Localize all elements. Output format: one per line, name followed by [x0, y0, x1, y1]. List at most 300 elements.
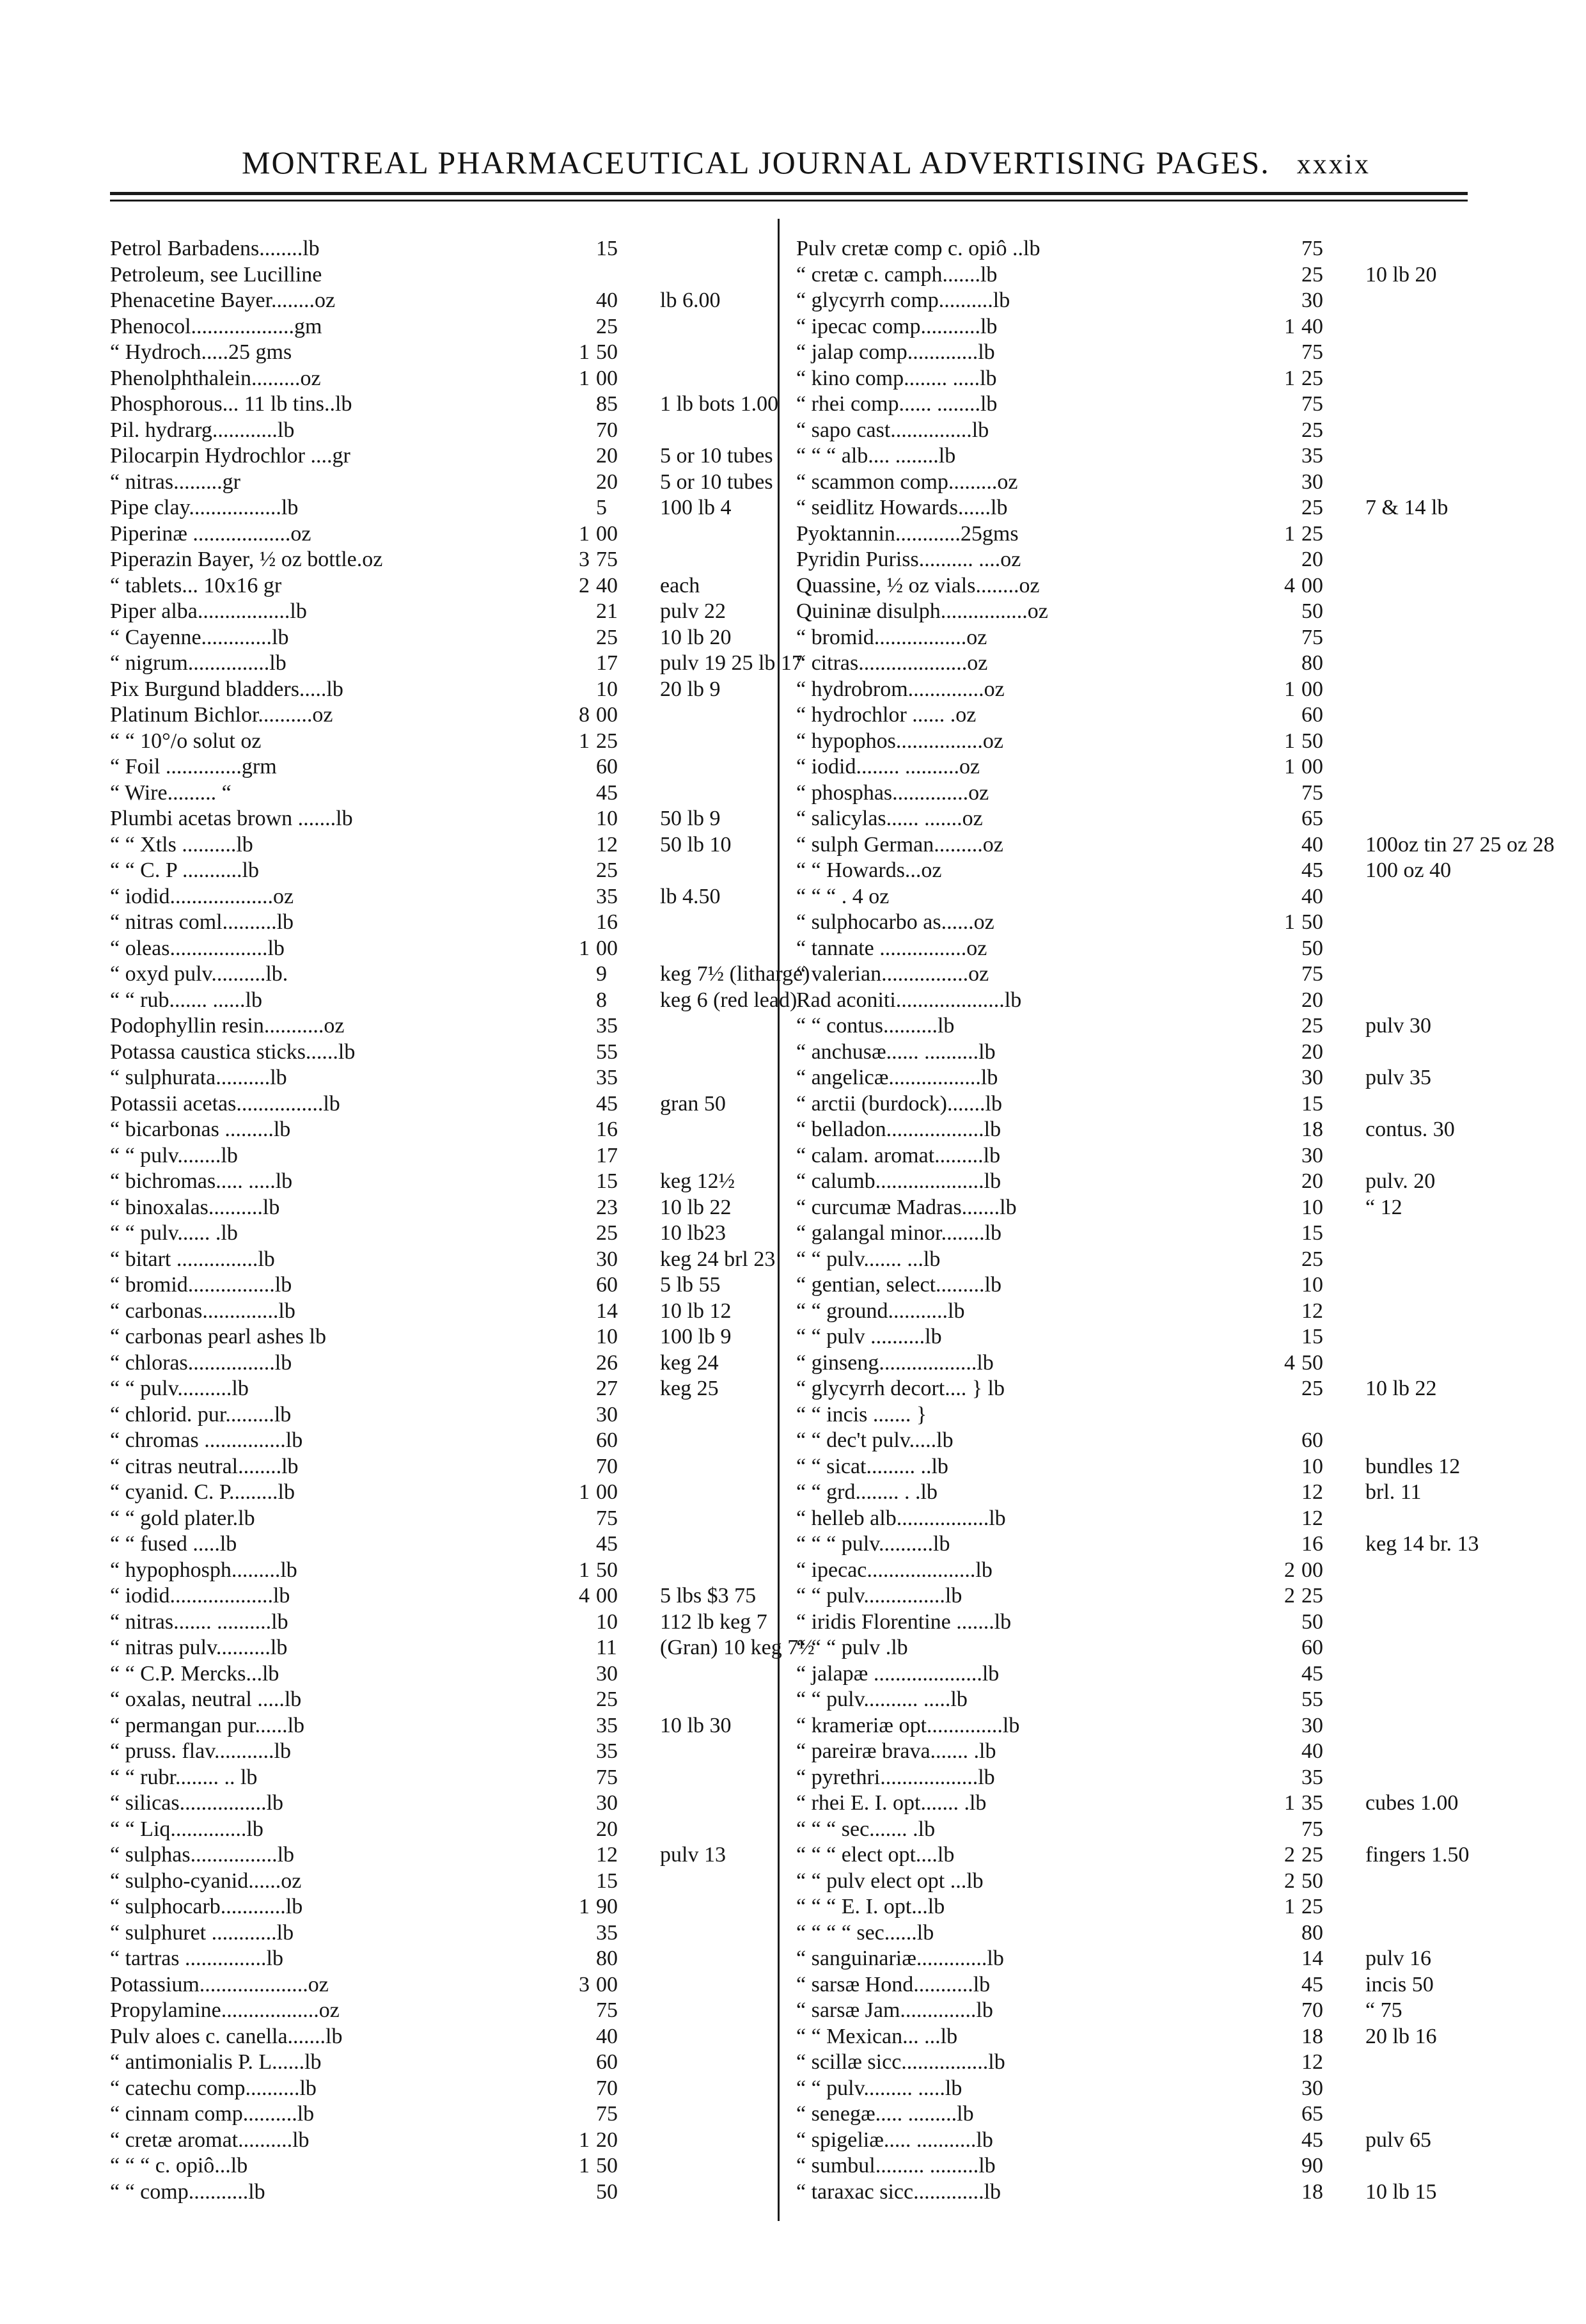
item-name: “ ginseng..................lb — [796, 1350, 994, 1375]
price-list-row — [110, 1091, 769, 1118]
price-list-row — [796, 573, 1512, 599]
price-note: 5 or 10 tubes — [660, 444, 773, 468]
price-cents: 85 — [596, 392, 618, 416]
price-list-row — [110, 936, 769, 962]
price-cents: 45 — [596, 1532, 618, 1556]
price-list-row — [110, 573, 769, 599]
price-dollars: 3 — [579, 548, 590, 571]
item-name: “ hydrobrom..............oz — [796, 677, 1005, 701]
price-dollars: 3 — [579, 1972, 590, 1996]
item-name: “ helleb alb.................lb — [796, 1506, 1006, 1530]
price-cents: 20 — [596, 2128, 618, 2152]
item-name: “ iodid...................oz — [110, 884, 294, 908]
item-name: “ tablets... 10x16 gr — [110, 573, 282, 597]
price-dollars: 2 — [1284, 1843, 1295, 1867]
price-cents: 8 — [596, 988, 607, 1012]
item-name: “ cinnam comp..........lb — [110, 2102, 315, 2126]
item-name: “ curcumæ Madras.......lb — [796, 1195, 1017, 1219]
price-list-row — [796, 2153, 1512, 2179]
price-list-row — [796, 547, 1512, 573]
item-name: “ “ Xtls ..........lb — [110, 832, 253, 857]
item-name: Petroleum, see Lucilline — [110, 262, 322, 287]
item-name: “ “ “ E. I. opt...lb — [796, 1895, 945, 1918]
item-name: “ “ pulv...... .lb — [110, 1221, 238, 1245]
item-name: “ “ 10°/o solut oz — [110, 729, 262, 753]
price-list-row — [796, 2050, 1512, 2076]
price-note: keg 14 br. 13 — [1365, 1532, 1479, 1556]
item-name: “ oxyd pulv..........lb. — [110, 962, 288, 986]
price-dollars: 1 — [1284, 366, 1295, 390]
price-note: 7 & 14 lb — [1365, 496, 1449, 519]
price-cents: 20 — [596, 444, 618, 468]
price-list-row — [110, 1350, 769, 1377]
item-name: “ “ pulv....... ...lb — [796, 1247, 941, 1271]
price-cents: 75 — [596, 548, 618, 571]
price-note: 10 lb 20 — [1365, 262, 1437, 287]
item-name: Pil. hydrarg............lb — [110, 418, 295, 442]
price-cents: 45 — [1301, 1972, 1323, 1996]
price-list-row — [796, 2076, 1512, 2102]
price-dollars: 1 — [579, 340, 590, 364]
price-dollars: 1 — [1284, 677, 1295, 701]
price-note: keg 6 (red lead) — [660, 988, 797, 1012]
price-list-row — [796, 1506, 1512, 1532]
price-list-row — [796, 1454, 1512, 1480]
item-name: “ “ pulv elect opt ...lb — [796, 1869, 984, 1893]
price-cents: 45 — [596, 1091, 618, 1116]
item-name: “ cretæ aromat..........lb — [110, 2128, 310, 2152]
price-cents: 75 — [1301, 625, 1323, 649]
item-name: “ calumb....................lb — [796, 1169, 1001, 1193]
item-name: “ “ incis ....... } — [796, 1402, 927, 1427]
price-note: “ 12 — [1365, 1195, 1402, 1219]
item-name: “ angelicæ.................lb — [796, 1066, 998, 1089]
item-name: “ “ fused .....lb — [110, 1532, 237, 1556]
price-cents: 14 — [596, 1299, 618, 1323]
price-cents: 00 — [596, 366, 618, 390]
item-name: “ pyrethri..................lb — [796, 1765, 995, 1789]
item-name: “ iodid...................lb — [110, 1584, 290, 1608]
item-name: Platinum Bichlor..........oz — [110, 703, 333, 727]
price-cents: 11 — [596, 1636, 617, 1659]
price-list-row — [110, 1739, 769, 1765]
item-name: “ salicylas...... .......oz — [796, 807, 983, 830]
price-cents: 55 — [596, 1039, 618, 1064]
price-list-row — [796, 340, 1512, 366]
price-list-row — [796, 1869, 1512, 1895]
price-list-row — [110, 521, 769, 548]
price-cents: 00 — [596, 703, 618, 727]
item-name: “ “ comp...........lb — [110, 2179, 265, 2204]
price-list-row — [110, 1272, 769, 1299]
price-cents: 9 — [596, 962, 607, 986]
price-list-row — [796, 495, 1512, 521]
price-list-row — [796, 599, 1512, 625]
item-name: “ citras neutral........lb — [110, 1454, 299, 1478]
item-name: “ “ “ alb.... ........lb — [796, 444, 956, 468]
price-list-row — [796, 418, 1512, 444]
price-note: pulv 19 25 lb 17 — [660, 651, 803, 675]
price-cents: 60 — [1301, 1636, 1323, 1659]
price-cents: 75 — [1301, 780, 1323, 805]
price-cents: 12 — [596, 1843, 618, 1867]
price-list-row — [110, 366, 769, 392]
item-name: “ ipecac....................lb — [796, 1558, 993, 1582]
item-name: Plumbi acetas brown .......lb — [110, 807, 353, 830]
price-note: bundles 12 — [1365, 1454, 1461, 1478]
price-dollars: 1 — [579, 2154, 590, 2178]
item-name: “ “ contus..........lb — [796, 1014, 955, 1038]
price-list-row — [796, 470, 1512, 496]
price-list-row — [110, 1790, 769, 1817]
price-cents: 40 — [596, 2024, 618, 2048]
price-list-row — [110, 832, 769, 858]
price-list-row — [796, 2128, 1512, 2154]
price-list-row — [796, 702, 1512, 729]
item-name: “ “ C.P. Mercks...lb — [110, 1661, 279, 1686]
item-name: “ glycyrrh decort.... } lb — [796, 1377, 1005, 1400]
item-name: Potassium....................oz — [110, 1972, 329, 1996]
item-name: “ citras....................oz — [796, 651, 988, 675]
price-cents: 17 — [596, 651, 618, 675]
price-cents: 25 — [1301, 1247, 1323, 1271]
price-dollars: 1 — [1284, 910, 1295, 934]
price-dollars: 1 — [1284, 314, 1295, 338]
price-list-row — [796, 1039, 1512, 1066]
price-note: contus. 30 — [1365, 1118, 1455, 1141]
price-list-row — [110, 1920, 769, 1947]
price-cents: 00 — [1301, 573, 1323, 597]
price-cents: 00 — [596, 936, 618, 960]
price-list-row — [110, 236, 769, 262]
price-list-row — [110, 729, 769, 755]
price-list-row — [110, 314, 769, 340]
price-note: keg 7½ (litharge) — [660, 962, 810, 986]
price-list-row — [110, 1039, 769, 1066]
price-cents: 70 — [596, 1454, 618, 1478]
price-cents: 90 — [1301, 2154, 1323, 2178]
price-list-row — [796, 1817, 1512, 1843]
price-cents: 00 — [1301, 1558, 1323, 1582]
price-cents: 65 — [1301, 807, 1323, 830]
price-cents: 20 — [1301, 1039, 1323, 1064]
price-cents: 10 — [1301, 1273, 1323, 1297]
price-list-row — [796, 1739, 1512, 1765]
price-list-row — [110, 1817, 769, 1843]
header-rule-thin — [110, 200, 1468, 202]
price-note: lb 6.00 — [660, 289, 721, 312]
price-cents: 35 — [596, 1713, 618, 1737]
item-name: Quininæ disulph................oz — [796, 599, 1048, 623]
item-name: “ antimonialis P. L......lb — [110, 2050, 322, 2074]
item-name: “ iodid........ ..........oz — [796, 755, 980, 779]
item-name: “ scillæ sicc................lb — [796, 2050, 1005, 2074]
price-list-row — [110, 1065, 769, 1091]
price-cents: 60 — [596, 1273, 618, 1297]
price-cents: 45 — [1301, 2128, 1323, 2152]
price-list-row — [110, 2128, 769, 2154]
item-name: “ senegæ..... .........lb — [796, 2102, 974, 2126]
item-name: “ “ “ “ sec......lb — [796, 1920, 934, 1945]
price-cents: 14 — [1301, 1947, 1323, 1970]
price-list-row — [796, 1247, 1512, 1273]
price-cents: 30 — [1301, 1066, 1323, 1089]
item-name: “ bromid.................oz — [796, 625, 987, 649]
item-name: “ “ pulv........lb — [110, 1143, 238, 1167]
price-list-row — [110, 2024, 769, 2050]
price-list-row — [110, 1324, 769, 1350]
price-cents: 40 — [1301, 832, 1323, 857]
price-list-row — [796, 754, 1512, 780]
price-list-row — [110, 651, 803, 677]
price-cents: 75 — [1301, 392, 1323, 416]
item-name: Phenolphthalein.........oz — [110, 366, 321, 390]
item-name: “ bicarbonas .........lb — [110, 1118, 291, 1141]
item-name: “ hypophosph.........lb — [110, 1558, 297, 1582]
price-cents: 45 — [1301, 858, 1323, 882]
item-name: “ valerian................oz — [796, 962, 989, 986]
price-cents: 40 — [1301, 314, 1323, 338]
item-name: “ calam. aromat.........lb — [796, 1143, 1001, 1167]
item-name: “ “ sicat......... ..lb — [796, 1454, 948, 1478]
item-name: “ “ Mexican... ...lb — [796, 2024, 958, 2048]
item-name: “ hypophos................oz — [796, 729, 1003, 753]
item-name: “ bichromas..... .....lb — [110, 1169, 293, 1193]
price-cents: 30 — [1301, 1713, 1323, 1737]
price-cents: 60 — [1301, 703, 1323, 727]
item-name: “ sulphocarbo as......oz — [796, 910, 994, 934]
item-name: Piper alba.................lb — [110, 599, 307, 623]
price-list-row — [796, 858, 1512, 884]
price-cents: 18 — [1301, 2179, 1323, 2204]
price-list-row — [110, 2101, 769, 2128]
item-name: “ nitras pulv..........lb — [110, 1636, 288, 1659]
item-name: Potassii acetas................lb — [110, 1091, 340, 1116]
price-list-row — [796, 1635, 1512, 1661]
price-list-row — [796, 1299, 1512, 1325]
price-note: pulv. 20 — [1365, 1169, 1436, 1193]
price-cents: 00 — [596, 521, 618, 546]
price-cents: 15 — [1301, 1325, 1323, 1348]
price-list-row — [110, 961, 810, 988]
price-list-row — [110, 1221, 769, 1247]
price-cents: 30 — [596, 1247, 618, 1271]
price-cents: 20 — [596, 470, 618, 494]
price-list-row — [110, 1376, 769, 1402]
price-list-row — [796, 1583, 1512, 1609]
price-list-row — [796, 1687, 1512, 1713]
price-cents: 50 — [596, 340, 618, 364]
item-name: “ kino comp........ .....lb — [796, 366, 997, 390]
price-cents: 60 — [596, 755, 618, 779]
price-cents: 70 — [1301, 1998, 1323, 2022]
item-name: “ sulphurata..........lb — [110, 1066, 287, 1089]
item-name: “ gentian, select.........lb — [796, 1273, 1002, 1297]
price-dollars: 1 — [1284, 755, 1295, 779]
price-cents: 50 — [1301, 910, 1323, 934]
price-note: incis 50 — [1365, 1972, 1434, 1996]
price-note: 10 lb 15 — [1365, 2179, 1437, 2204]
item-name: “ tartras ...............lb — [110, 1947, 283, 1970]
item-name: “ “ pulv..........lb — [110, 1377, 249, 1400]
item-name: “ “ rubr........ .. lb — [110, 1765, 258, 1789]
price-list-row — [110, 1687, 769, 1713]
price-note: (Gran) 10 keg 7½ — [660, 1636, 815, 1659]
price-list-row — [110, 2179, 769, 2206]
price-cents: 25 — [1301, 1014, 1323, 1038]
price-list-row — [110, 806, 769, 832]
price-cents: 10 — [596, 1609, 618, 1634]
price-list-row — [110, 858, 769, 884]
price-note: 5 lbs $3 75 — [660, 1584, 757, 1608]
price-note: 10 lb23 — [660, 1221, 726, 1245]
price-cents: 35 — [1301, 1765, 1323, 1789]
price-note: keg 12½ — [660, 1169, 735, 1193]
item-name: “ ipecac comp...........lb — [796, 314, 998, 338]
item-name: “ cretæ c. camph.......lb — [796, 262, 998, 287]
price-list-row — [796, 1013, 1512, 1039]
price-cents: 35 — [596, 1739, 618, 1763]
price-note: 100oz tin 27 25 oz 28 — [1365, 832, 1555, 857]
price-cents: 30 — [1301, 1143, 1323, 1167]
price-list-row — [110, 1765, 769, 1791]
price-cents: 40 — [596, 289, 618, 312]
price-list-row — [110, 340, 769, 366]
price-cents: 15 — [1301, 1221, 1323, 1245]
price-cents: 16 — [596, 1118, 618, 1141]
price-note: 10 lb 22 — [1365, 1377, 1437, 1400]
price-list-row — [796, 1790, 1512, 1817]
item-name: “ anchusæ...... ..........lb — [796, 1039, 996, 1064]
price-cents: 55 — [1301, 1688, 1323, 1711]
price-cents: 25 — [596, 729, 618, 753]
price-cents: 23 — [596, 1195, 618, 1219]
item-name: “ rhei comp...... ........lb — [796, 392, 998, 416]
price-cents: 40 — [1301, 1739, 1323, 1763]
price-cents: 50 — [1301, 1350, 1323, 1375]
price-list-row — [796, 651, 1512, 677]
price-list-row — [796, 1661, 1512, 1688]
item-name: “ chloras................lb — [110, 1350, 292, 1375]
price-list-row — [796, 961, 1512, 988]
price-list-row — [796, 2024, 1512, 2050]
price-cents: 50 — [596, 1558, 618, 1582]
price-list-row — [110, 884, 769, 910]
price-cents: 27 — [596, 1377, 618, 1400]
price-list-row — [796, 1972, 1512, 1998]
price-list-row — [796, 1350, 1512, 1377]
price-cents: 70 — [596, 418, 618, 442]
price-note: keg 25 — [660, 1377, 719, 1400]
item-name: “ “ “ . 4 oz — [796, 884, 890, 908]
price-note: keg 24 — [660, 1350, 719, 1375]
price-cents: 60 — [596, 1428, 618, 1452]
price-dollars: 1 — [579, 1558, 590, 1582]
price-dollars: 8 — [579, 703, 590, 727]
price-note: 100 lb 9 — [660, 1325, 732, 1348]
item-name: “ carbonas..............lb — [110, 1299, 295, 1323]
price-note: brl. 11 — [1365, 1480, 1422, 1504]
item-name: “ binoxalas..........lb — [110, 1195, 280, 1219]
price-list-row — [796, 1169, 1512, 1195]
item-name: Potassa caustica sticks......lb — [110, 1039, 356, 1064]
price-cents: 10 — [1301, 1454, 1323, 1478]
price-dollars: 2 — [1284, 1558, 1295, 1582]
price-list-row — [796, 1428, 1512, 1454]
price-dollars: 4 — [1284, 1350, 1295, 1375]
price-list-row — [110, 1480, 769, 1506]
price-list-row — [796, 832, 1555, 858]
item-name: “ chromas ...............lb — [110, 1428, 303, 1452]
price-note: 50 lb 9 — [660, 807, 721, 830]
price-cents: 15 — [596, 237, 618, 260]
item-name: “ sulphuret ............lb — [110, 1920, 294, 1945]
price-note: each — [660, 573, 700, 597]
item-name: Phenacetine Bayer........oz — [110, 289, 336, 312]
price-list-row — [796, 1998, 1512, 2024]
item-name: Phenocol...................gm — [110, 314, 322, 338]
price-cents: 10 — [596, 807, 618, 830]
price-cents: 75 — [596, 1998, 618, 2022]
price-note: 1 lb bots 1.00 — [660, 392, 779, 416]
price-cents: 12 — [1301, 1480, 1323, 1504]
price-cents: 20 — [1301, 1169, 1323, 1193]
price-cents: 75 — [1301, 1817, 1323, 1841]
price-cents: 25 — [1301, 1584, 1323, 1608]
price-list-row — [110, 1583, 769, 1609]
price-cents: 15 — [1301, 1091, 1323, 1116]
price-list-row — [110, 2050, 769, 2076]
price-cents: 25 — [596, 625, 618, 649]
price-note: pulv 22 — [660, 599, 726, 623]
price-list-row — [796, 2101, 1512, 2128]
price-list-row — [796, 314, 1512, 340]
price-cents: 00 — [1301, 677, 1323, 701]
price-list-row — [110, 1013, 769, 1039]
price-list-row — [110, 988, 797, 1014]
price-cents: 25 — [1301, 521, 1323, 546]
price-list-row — [110, 262, 769, 289]
price-list-row — [796, 1713, 1512, 1739]
price-cents: 50 — [1301, 1869, 1323, 1893]
price-cents: 17 — [596, 1143, 618, 1167]
price-cents: 50 — [596, 2154, 618, 2178]
item-name: “ taraxac sicc.............lb — [796, 2179, 1001, 2204]
price-cents: 75 — [596, 1765, 618, 1789]
price-list-row — [110, 1946, 769, 1972]
price-dollars: 1 — [579, 1480, 590, 1504]
price-cents: 26 — [596, 1350, 618, 1375]
price-cents: 75 — [1301, 340, 1323, 364]
price-cents: 18 — [1301, 2024, 1323, 2048]
item-name: “ nitras.........gr — [110, 470, 240, 494]
price-list-row — [110, 780, 769, 807]
item-name: Rad aconiti....................lb — [796, 988, 1022, 1012]
price-list-row — [110, 702, 769, 729]
price-list-row — [796, 391, 1512, 418]
price-note: lb 4.50 — [660, 884, 721, 908]
price-note: pulv 35 — [1365, 1066, 1431, 1089]
item-name: “ spigeliæ..... ...........lb — [796, 2128, 993, 2152]
price-note: pulv 13 — [660, 1843, 726, 1867]
column-divider — [778, 219, 780, 2221]
price-list-row — [796, 1272, 1512, 1299]
price-cents: 12 — [1301, 1506, 1323, 1530]
price-list-row — [110, 547, 769, 573]
price-list-row — [796, 1376, 1512, 1402]
price-dollars: 4 — [1284, 573, 1295, 597]
item-name: “ glycyrrh comp..........lb — [796, 289, 1010, 312]
